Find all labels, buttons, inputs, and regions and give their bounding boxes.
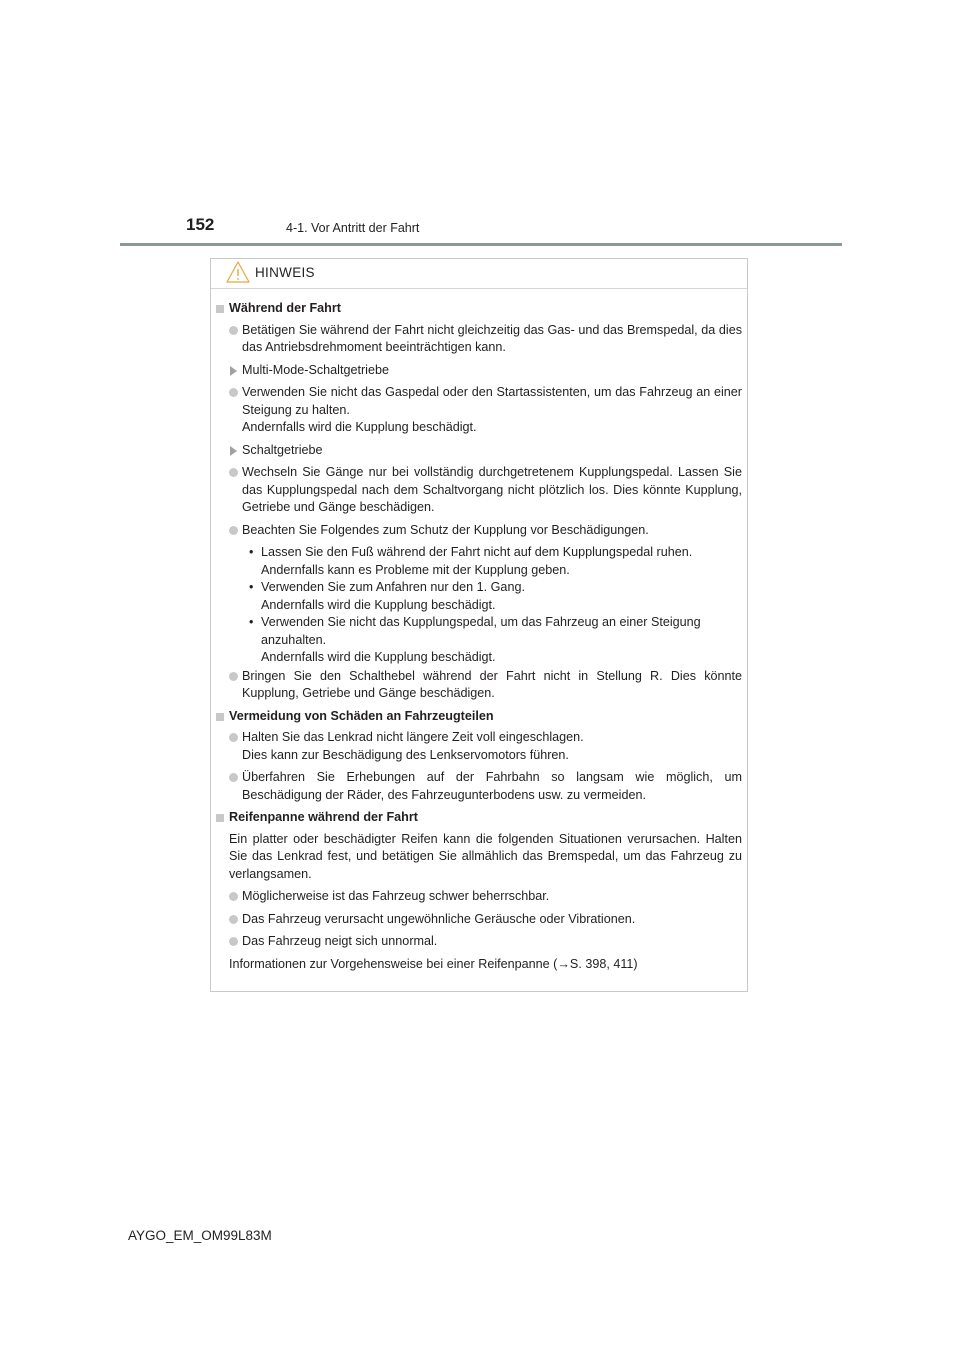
square-bullet-icon bbox=[216, 713, 224, 721]
notice-header bbox=[211, 259, 747, 289]
dash-bullet-icon: • bbox=[249, 580, 254, 594]
document-code: AYGO_EM_OM99L83M bbox=[128, 1228, 272, 1243]
circle-bullet-icon bbox=[229, 773, 238, 782]
dash-list bbox=[216, 544, 742, 667]
square-bullet-icon bbox=[216, 814, 224, 822]
square-bullet-icon bbox=[216, 305, 224, 313]
circle-bullet-icon bbox=[229, 468, 238, 477]
heading-vehicle-parts: Vermeidung von Schäden an Fahrzeugteilen bbox=[216, 708, 742, 726]
dash-item: • Lassen Sie den Fuß während der Fahrt nicht auf dem Kupplungspedal ruhen. Andernfalls kann es Probleme mit der Kupplung geben. bbox=[249, 545, 693, 577]
subheading-manual: Schaltgetriebe bbox=[216, 442, 742, 460]
dash-item: • Verwenden Sie zum Anfahren nur den 1. Gang. Andernfalls wird die Kupplung beschädigt. bbox=[249, 580, 525, 612]
dash-bullet-icon: • bbox=[249, 615, 254, 629]
list-item: Das Fahrzeug verursacht ungewöhnliche Geräusche oder Vibrationen. bbox=[216, 911, 742, 929]
list-item: Überfahren Sie Erhebungen auf der Fahrbahn so langsam wie möglich, um Beschädigung der Räder, des Fahrzeugunterbodens usw. zu vermeiden. bbox=[216, 769, 742, 804]
circle-bullet-icon bbox=[229, 526, 238, 535]
page-header bbox=[0, 0, 960, 250]
warning-triangle-icon bbox=[226, 261, 250, 283]
circle-bullet-icon bbox=[229, 388, 238, 397]
notice-box bbox=[210, 258, 748, 992]
heading-flat-tire: Reifenpanne während der Fahrt bbox=[216, 809, 742, 827]
paragraph: Ein platter oder beschädigter Reifen kann die folgenden Situationen verursachen. Halten Sie das Lenkrad fest, und betätigen Sie allmählich das Bremspedal, um das Fahrzeug zu verlangsamen. bbox=[229, 831, 742, 881]
circle-bullet-icon bbox=[229, 892, 238, 901]
list-item: Wechseln Sie Gänge nur bei vollständig durchgetretenem Kupplungspedal. Lassen Sie das Kupplungspedal nach dem Schaltvorgang nicht plötzlich los. Dies könnte Kupplung, Getriebe und Gänge beschädigen. bbox=[216, 464, 742, 517]
heading-driving: Während der Fahrt bbox=[216, 300, 742, 318]
circle-bullet-icon bbox=[229, 937, 238, 946]
circle-bullet-icon bbox=[229, 733, 238, 742]
list-item: Beachten Sie Folgendes zum Schutz der Kupplung vor Beschädigungen. bbox=[216, 522, 742, 540]
header-divider bbox=[120, 243, 842, 246]
list-item: Verwenden Sie nicht das Gaspedal oder den Startassistenten, um das Fahrzeug an einer Steigung zu halten. Andernfalls wird die Kupplung beschädigt. bbox=[216, 384, 742, 437]
notice-title: HINWEIS bbox=[255, 265, 315, 280]
list-item: Möglicherweise ist das Fahrzeug schwer beherrschbar. bbox=[216, 888, 742, 906]
cross-reference-paragraph: Informationen zur Vorgehensweise bei einer Reifenpanne (→S. 398, 411) bbox=[229, 956, 638, 971]
list-item: Betätigen Sie während der Fahrt nicht gleichzeitig das Gas- und das Bremspedal, da dies das Antriebsdrehmoment beeinträchtigen kann. bbox=[216, 322, 742, 357]
page-number: 152 bbox=[186, 215, 215, 234]
list-item: Bringen Sie den Schalthebel während der Fahrt nicht in Stellung R. Dies könnte Kupplung, Getriebe und Gänge beschädigen. bbox=[216, 668, 742, 703]
triangle-right-icon bbox=[230, 446, 237, 456]
dash-bullet-icon: • bbox=[249, 545, 254, 559]
dash-item: • Verwenden Sie nicht das Kupplungspedal, um das Fahrzeug an einer Steigung anzuhalten. Andernfalls wird die Kupplung beschädigt. bbox=[249, 615, 701, 664]
circle-bullet-icon bbox=[229, 326, 238, 335]
circle-bullet-icon bbox=[229, 672, 238, 681]
circle-bullet-icon bbox=[229, 915, 238, 924]
list-item: Das Fahrzeug neigt sich unnormal. bbox=[216, 933, 742, 951]
notice-body bbox=[211, 289, 747, 973]
triangle-right-icon bbox=[230, 366, 237, 376]
section-title: 4-1. Vor Antritt der Fahrt bbox=[286, 221, 420, 235]
subheading-multimode: Multi-Mode-Schaltgetriebe bbox=[216, 362, 742, 380]
list-item: Halten Sie das Lenkrad nicht längere Zeit voll eingeschlagen. Dies kann zur Beschädigung des Lenkservomotors führen. bbox=[216, 729, 742, 764]
